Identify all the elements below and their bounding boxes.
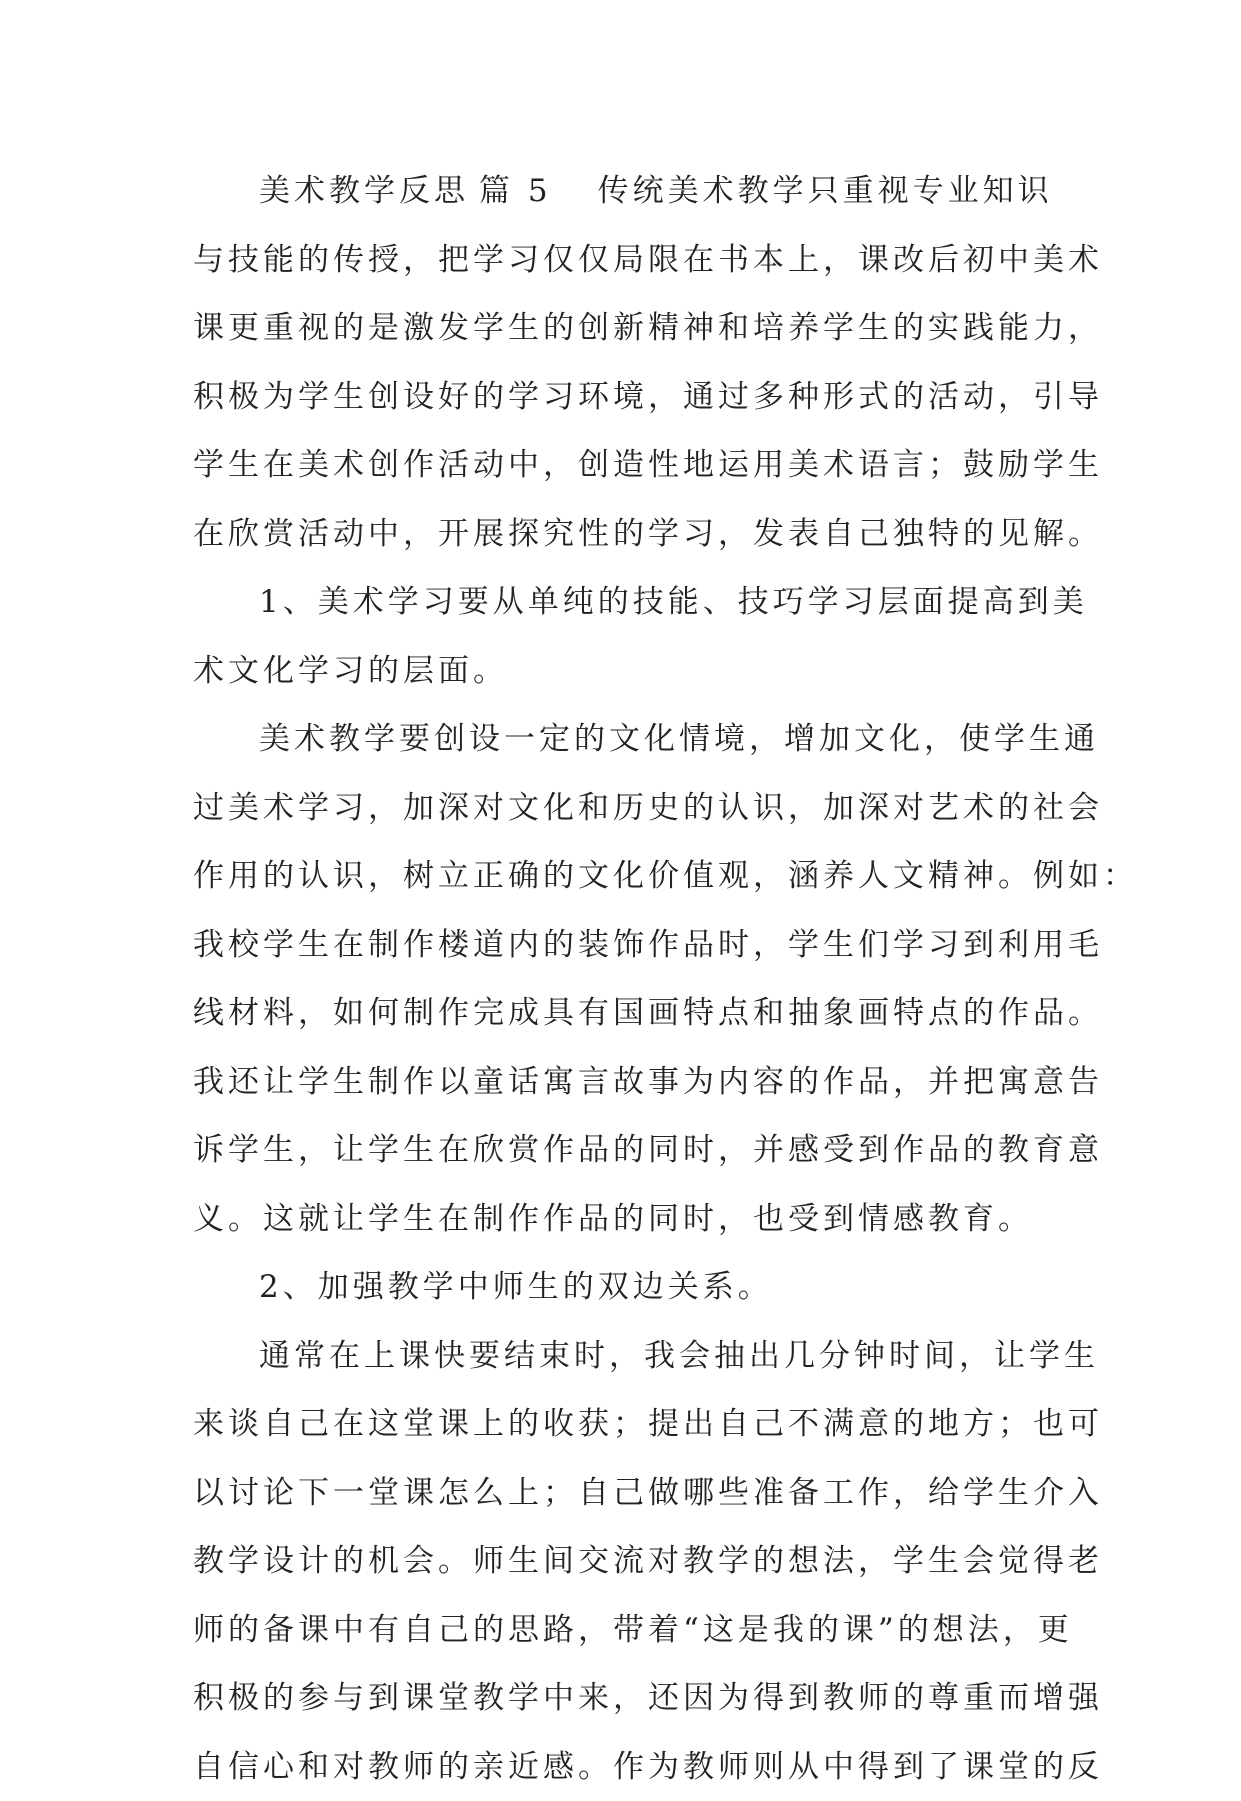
document-title: 美术教学反思 (259, 173, 469, 209)
document-line: 我还让学生制作以童话寓言故事为内容的作品，并把寓意告 (193, 1048, 1048, 1117)
document-line: 美术教学反思 篇 5 传统美术教学只重视专业知识 (193, 157, 1048, 226)
document-line: 课更重视的是激发学生的创新精神和培养学生的实践能力， (193, 294, 1048, 363)
document-line: 过美术学习，加深对文化和历史的认识，加深对艺术的社会 (193, 774, 1048, 843)
document-line: 自信心和对教师的亲近感。作为教师则从中得到了课堂的反 (193, 1733, 1048, 1801)
document-line: 我校学生在制作楼道内的装饰作品时，学生们学习到利用毛 (193, 911, 1048, 980)
document-line: 来谈自己在这堂课上的收获；提出自己不满意的地方；也可 (193, 1390, 1048, 1459)
document-line: 在欣赏活动中，开展探究性的学习，发表自己独特的见解。 (193, 500, 1048, 569)
document-line: 积极的参与到课堂教学中来，还因为得到教师的尊重而增强 (193, 1664, 1048, 1733)
document-line: 以讨论下一堂课怎么上；自己做哪些准备工作，给学生介入 (193, 1459, 1048, 1528)
document-line: 线材料，如何制作完成具有国画特点和抽象画特点的作品。 (193, 979, 1048, 1048)
document-line: 教学设计的机会。师生间交流对教学的想法，学生会觉得老 (193, 1527, 1048, 1596)
document-line: 与技能的传授，把学习仅仅局限在书本上，课改后初中美术 (193, 226, 1048, 295)
document-line: 师的备课中有自己的思路，带着“这是我的课”的想法，更 (193, 1596, 1048, 1665)
document-line: 1、美术学习要从单纯的技能、技巧学习层面提高到美 (193, 568, 1048, 637)
document-line: 术文化学习的层面。 (193, 637, 1048, 706)
document-line: 2、加强教学中师生的双边关系。 (193, 1253, 1048, 1322)
document-line: 诉学生，让学生在欣赏作品的同时，并感受到作品的教育意 (193, 1116, 1048, 1185)
section-label: 篇 5 (479, 173, 552, 209)
document-line: 作用的认识，树立正确的文化价值观，涵养人文精神。例如： (193, 842, 1048, 911)
document-line: 积极为学生创设好的学习环境，通过多种形式的活动，引导 (193, 363, 1048, 432)
document-line: 义。这就让学生在制作作品的同时，也受到情感教育。 (193, 1185, 1048, 1254)
document-line: 学生在美术创作活动中，创造性地运用美术语言；鼓励学生 (193, 431, 1048, 500)
document-body (193, 157, 1048, 1801)
document-line: 通常在上课快要结束时，我会抽出几分钟时间，让学生 (193, 1322, 1048, 1391)
document-line: 美术教学要创设一定的文化情境，增加文化，使学生通 (193, 705, 1048, 774)
